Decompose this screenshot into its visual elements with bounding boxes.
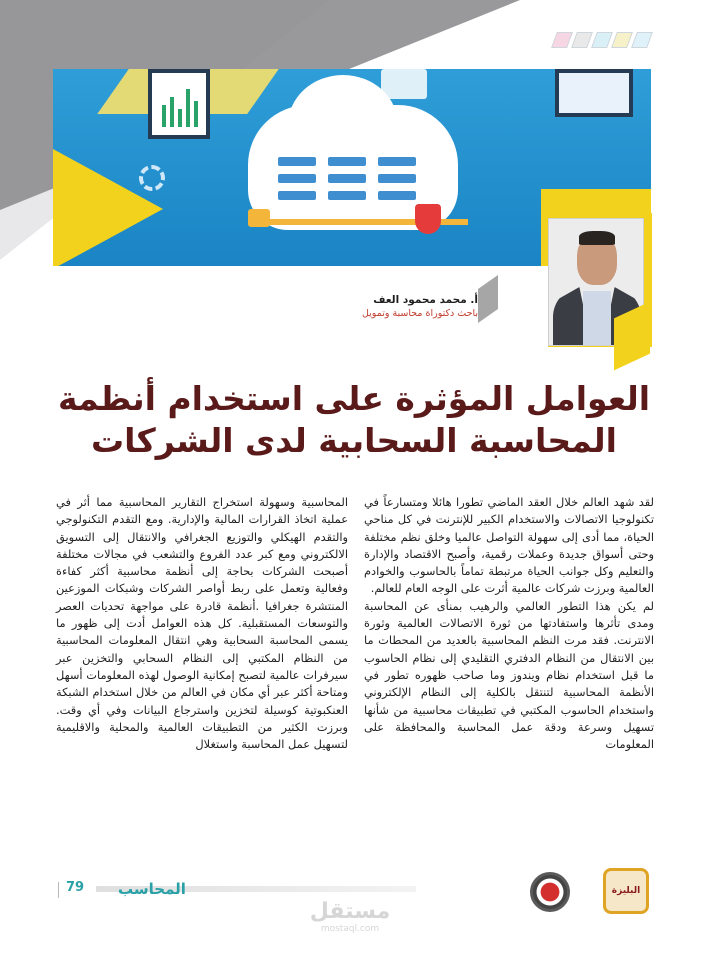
title-line-1: العوامل المؤثرة على استخدام أنظمة xyxy=(57,379,651,418)
author-role: باحث دكتوراة محاسبة وتمويل xyxy=(361,308,478,319)
title-line-2: المحاسبة السحابية لدى الشركات xyxy=(91,421,617,460)
paragraph: لم يكن هذا التطور العالمي والرهيب بمنأى عن المحاسبة ومدى تأثرها واستفادتها من ثورة الاتصالات العالمية وثورة الانترنت. فقد مرت النظم المحاسبية بالعديد من المحطات ما بين الانتقال من النظام الدفتري التقليدي إلى نظام الحاسوب ما قبل استخدام نظام ويندوز وما صاحب ظهوره تطور في الأنظمة المحاسبية لتنتقل بالكلية إلى النظام الإلكتروني واستخدام الحاسوب المكتبي في تطبيقات محاسبية من شأنها تسهيل وسرعة ودقة عمل المحاسبة والمحافظة على المعلومات xyxy=(364,598,654,752)
author-accent-mark xyxy=(478,275,498,323)
monitor-icon xyxy=(555,69,633,117)
watermark xyxy=(305,900,395,934)
publisher-logo xyxy=(603,868,649,914)
publisher-logo-text: البليزة xyxy=(611,886,641,896)
paragraph: المحاسبية وسهولة استخراج التقارير المحاسبية مما أثر في عملية اتخاذ القرارات المالية والإدارية. ومع التقدم التكنولوجي والتقدم الهيكلي والتوزيع الجغرافي والانتقال إلى التسويق الالكتروني ومع كبر عدد الفروع والتشعب في مجالات مختلفة أصبحت الشركات بحاجة إلى أنظمة محاسبية أكثر كفاءة وفعالية وتعمل على ربط أواصر الشركات وشبكات الموزعين المنتشرة جغرافيا .أنظمة قادرة على مواجهة تحديات العصر والتوسعات المستقبلية. كل هذه العوامل أدت إلى ظهور ما يسمى المحاسبة السحابية وهي انتقال المعلومات المحاسبية من النظام المكتبي إلى النظام السحابي والتخزين عبر سيرفرات عالمية لتصبح إمكانية الوصول لهذه المعلومات أسهل ومتاحة أكثر عبر أي مكان في العالم من خلال استخدام الشبكة العنكبوتية كوسيلة لتخزين واسترجاع البيانات وفي أي وقت. وبرزت الكثير من التطبيقات العالمية والمحلية والاقليمية لتسهيل عمل المحاسبة واستغلال xyxy=(56,495,348,752)
page-number: 79 xyxy=(66,880,85,895)
magazine-name: المحاسب xyxy=(118,880,186,898)
watermark-text: مستقل xyxy=(309,899,391,924)
article-column-left xyxy=(56,494,348,753)
paragraph: لقد شهد العالم خلال العقد الماضي تطورا هائلا ومتسارعاً في تكنولوجيا الاتصالات والاستخدام الكبير للإنترنت في كل مناحي الحياة، مما أدى إلى سهولة التواصل عالميا وخلق نظم مختلفة وحتى أسواق جديدة وعملات رقمية، وأصبح الاقتصاد والإدارة والتعليم وكل جوانب الحياة مرتبطة تماماً بالحاسوب والخوادم العالمية وبرزت شركات عالمية أثرت على الوجه العام للعالم. xyxy=(364,495,654,596)
chart-monitor-icon xyxy=(148,69,210,139)
watermark-url: mostaql.com xyxy=(320,924,380,934)
article-column-right xyxy=(364,494,654,753)
decorative-parallelograms xyxy=(554,32,650,48)
gear-icon xyxy=(139,165,165,191)
author-byline xyxy=(362,294,478,319)
shield-icon xyxy=(415,204,441,234)
article-title xyxy=(40,378,668,462)
lock-icon xyxy=(248,209,270,227)
calendar-icon xyxy=(381,69,427,99)
emblem-logo xyxy=(530,872,570,912)
author-name: أ. محمد محمود العف xyxy=(373,294,478,306)
server-rack-icon xyxy=(278,157,416,200)
footer-separator xyxy=(58,882,59,898)
